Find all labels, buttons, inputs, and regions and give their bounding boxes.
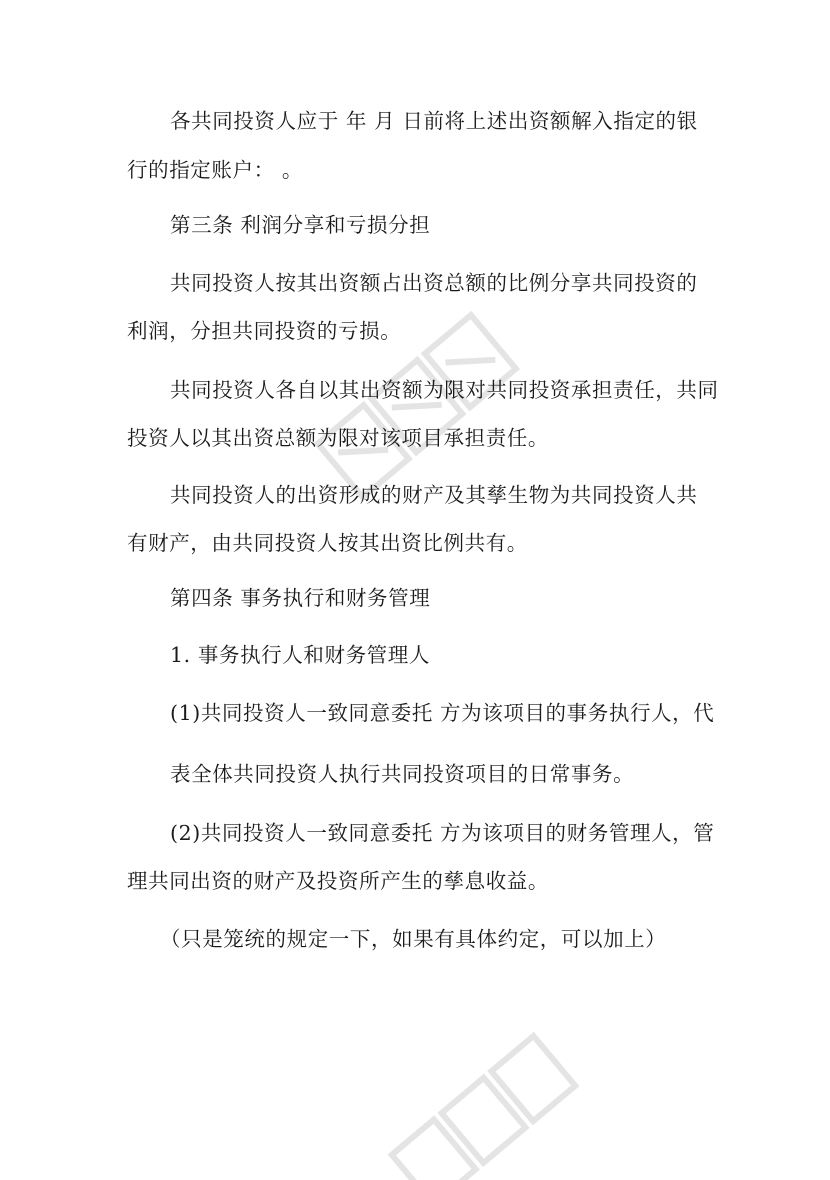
- section-heading-article-4: 第四条 事务执行和财务管理: [170, 586, 431, 610]
- paragraph-line-4: 利润，分担共同投资的亏损。: [127, 319, 402, 343]
- paragraph-line-1: 各共同投资人应于 年 月 日前将上述出资额解入指定的银: [170, 109, 698, 133]
- paragraph-line-7: 共同投资人的出资形成的财产及其孳生物为共同投资人共: [170, 483, 698, 507]
- paragraph-line-5: 共同投资人各自以其出资额为限对共同投资承担责任，共同: [170, 378, 719, 402]
- paragraph-line-9: (1)共同投资人一致同意委托 方为该项目的事务执行人，代: [170, 701, 715, 725]
- paragraph-line-3: 共同投资人按其出资额占出资总额的比例分享共同投资的: [170, 271, 698, 295]
- watermark-graphic-bottom: [370, 1010, 590, 1180]
- paragraph-line-8: 有财产，由共同投资人按其出资比例共有。: [127, 531, 528, 555]
- paragraph-line-6: 投资人以其出资总额为限对该项目承担责任。: [127, 426, 549, 450]
- paragraph-line-12: 理共同出资的财产及投资所产生的孳息收益。: [127, 869, 549, 893]
- paragraph-line-10: 表全体共同投资人执行共同投资项目的日常事务。: [170, 762, 635, 786]
- note-line: （只是笼统的规定一下，如果有具体约定，可以加上）: [160, 927, 667, 951]
- section-heading-article-3: 第三条 利润分享和亏损分担: [170, 213, 431, 237]
- paragraph-line-2: 行的指定账户： 。: [127, 158, 303, 182]
- paragraph-line-11: (2)共同投资人一致同意委托 方为该项目的财务管理人，管: [170, 821, 715, 845]
- subsection-heading-1: 1. 事务执行人和财务管理人: [170, 643, 430, 667]
